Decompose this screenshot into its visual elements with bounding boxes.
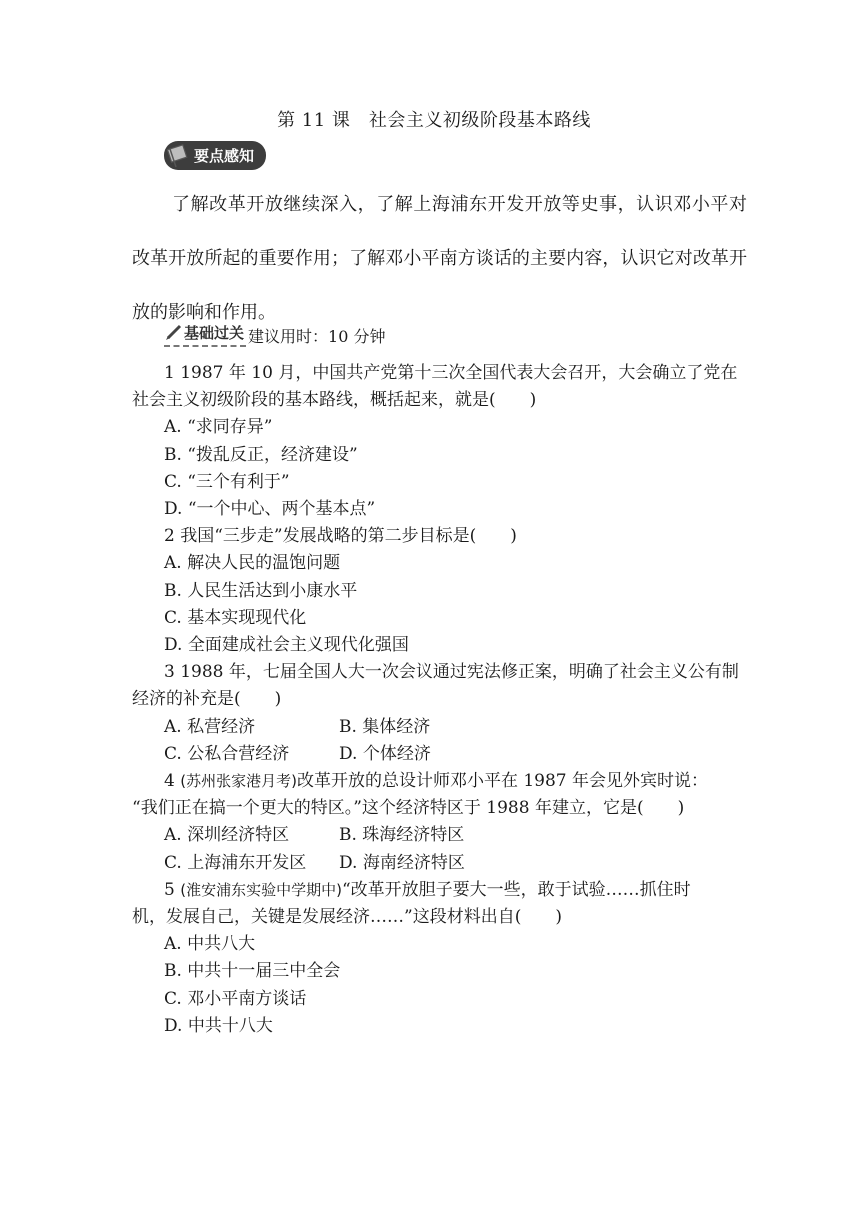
question-4-source: (苏州张家港月考)	[180, 772, 297, 791]
question-5-option-c: C. 邓小平南方谈话	[164, 988, 307, 1009]
question-5-option-a: A. 中共八大	[164, 934, 256, 955]
section-badge-basic-label: 基础过关	[184, 324, 245, 342]
question-3-option-b: B. 集体经济	[339, 716, 431, 737]
question-4-options-row-1	[164, 822, 748, 849]
question-3-option-a: A. 私营经济	[164, 716, 256, 737]
section-badge-key-points	[164, 140, 266, 170]
question-1-option-a: A. “求同存异”	[164, 417, 273, 438]
question-2-option-a: A. 解决人民的温饱问题	[164, 553, 341, 574]
question-5-source: (淮安浦东实验中学期中)	[180, 880, 342, 899]
question-4-stem-text: 改革开放的总设计师邓小平在 1987 年会见外宾时说：	[296, 771, 709, 792]
question-2-option-d: D. 全面建成社会主义现代化强国	[164, 635, 409, 656]
section-badge-label: 要点感知	[194, 146, 255, 165]
question-2-option-b: B. 人民生活达到小康水平	[164, 580, 358, 601]
question-4-number: 4	[164, 771, 181, 792]
pencil-icon	[166, 324, 182, 340]
question-5-option-b: B. 中共十一届三中全会	[164, 961, 341, 982]
section-badge-pill	[164, 141, 266, 170]
question-3-option-d: D. 个体经济	[339, 743, 431, 764]
question-1-option-c: C. “三个有利于”	[164, 471, 290, 492]
question-list	[132, 360, 748, 1040]
question-4-option-c: C. 上海浦东开发区	[164, 852, 307, 873]
question-5-option-d: D. 中共十八大	[164, 1015, 273, 1036]
question-5-stem-text: “改革开放胆子要大一些，敢于试验……抓住时	[341, 879, 691, 900]
question-4-option-b: B. 珠海经济特区	[339, 825, 465, 846]
question-2-option-c: C. 基本实现现代化	[164, 607, 307, 628]
question-3-options-row-2	[164, 741, 748, 768]
question-1-stem-line-2: 社会主义初级阶段的基本路线，概括起来，就是( )	[132, 390, 537, 411]
question-4-stem-line-1	[164, 768, 748, 795]
question-4-option-d: D. 海南经济特区	[339, 852, 465, 873]
lesson-title: 第 11 课 社会主义初级阶段基本路线	[277, 110, 591, 131]
section-badge-basic	[164, 322, 246, 347]
question-1-option-b: B. “拨乱反正，经济建设”	[164, 444, 358, 465]
question-2-stem: 2 我国“三步走”发展战略的第二步目标是( )	[164, 526, 517, 547]
question-3-options-row-1	[164, 714, 748, 741]
question-3-stem-line-1: 3 1988 年，七届全国人大一次会议通过宪法修正案，明确了社会主义公有制	[164, 662, 739, 683]
question-1-option-d: D. “一个中心、两个基本点”	[164, 499, 376, 520]
question-5-stem-line-2: 机，发展自己，关键是发展经济……”这段材料出自( )	[132, 907, 562, 928]
question-3-option-c: C. 公私合营经济	[164, 743, 290, 764]
question-4-option-a: A. 深圳经济特区	[164, 825, 290, 846]
flag-icon	[166, 143, 192, 169]
question-5-number: 5	[164, 879, 181, 900]
question-3-stem-line-2: 经济的补充是( )	[132, 689, 282, 710]
question-1-stem-line-1: 1 1987 年 10 月，中国共产党第十三次全国代表大会召开，大会确立了党在	[164, 363, 738, 383]
time-note: 建议用时：10 分钟	[248, 327, 386, 346]
question-4-stem-line-2: “我们正在搞一个更大的特区。”这个经济特区于 1988 年建立，它是( )	[132, 798, 685, 819]
question-4-options-row-2	[164, 850, 748, 877]
section-basic-practice	[164, 322, 385, 347]
intro-paragraph: 了解改革开放继续深入，了解上海浦东开发开放等史事，认识邓小平对改革开放所起的重要作用；了解邓小平南方谈话的主要内容，认识它对改革开放的影响和作用。	[132, 194, 747, 323]
question-5-stem-line-1	[164, 877, 748, 904]
